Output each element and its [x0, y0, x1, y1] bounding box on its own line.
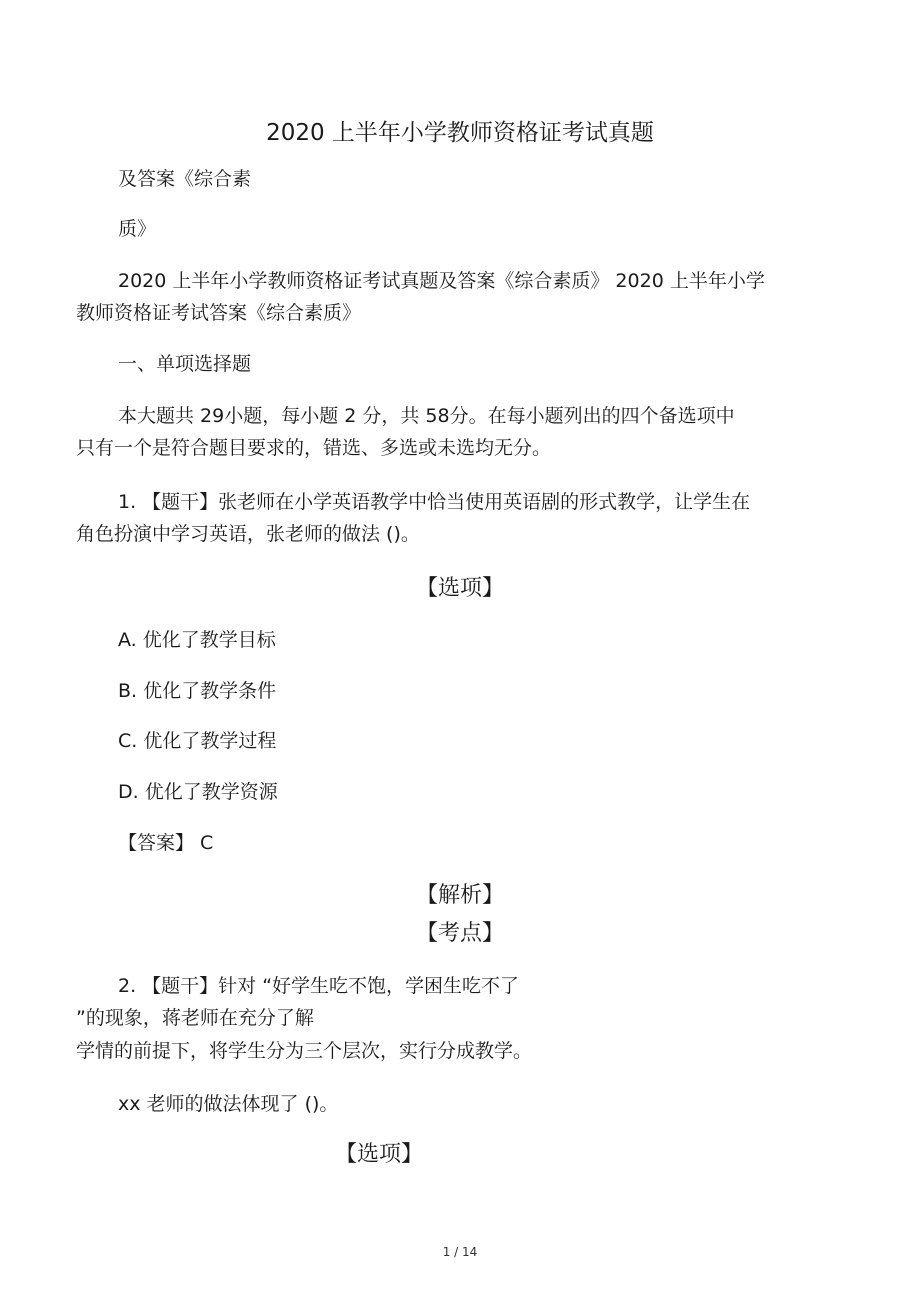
question-1-stem-line-2: 角色扮演中学习英语，张老师的做法 ()。 [76, 523, 420, 545]
question-1-option-c: C. 优化了教学过程 [118, 730, 277, 752]
instructions-line-2: 只有一个是符合题目要求的，错选、多选或未选均无分。 [76, 437, 552, 459]
question-2-stem-line-3: 学情的前提下，将学生分为三个层次，实行分成教学。 [76, 1040, 533, 1062]
question-1-option-d: D. 优化了教学资源 [118, 781, 278, 803]
question-2-stem-line-4: xx 老师的做法体现了 ()。 [118, 1093, 339, 1115]
question-2-stem-line-1: 2. 【题干】针对 “好学生吃不饱，学困生吃不了 [118, 975, 520, 997]
subtitle-line-2: 质》 [118, 218, 157, 240]
page-number: 1 / 14 [442, 1245, 478, 1259]
question-1-answer: 【答案】 C [118, 832, 214, 854]
document-title: 2020 上半年小学教师资格证考试真题 [266, 120, 654, 146]
question-1-option-b: B. 优化了教学条件 [118, 680, 277, 702]
question-1-analysis-heading: 【解析】 [415, 883, 504, 908]
question-1-keypoint-heading: 【考点】 [415, 921, 504, 946]
question-1-options-heading: 【选项】 [415, 576, 504, 601]
instructions-line-1: 本大题共 29小题，每小题 2 分，共 58分。在每小题列出的四个备选项中 [118, 405, 735, 427]
question-1-option-a: A. 优化了教学目标 [118, 629, 276, 651]
intro-line-2: 教师资格证考试答案《综合素质》 [76, 302, 362, 324]
intro-line-1: 2020 上半年小学教师资格证考试真题及答案《综合素质》 2020 上半年小学 [118, 270, 765, 292]
question-2-options-heading: 【选项】 [335, 1142, 424, 1167]
section-heading: 一、单项选择题 [118, 353, 252, 375]
question-2-stem-line-2: ”的现象，蒋老师在充分了解 [76, 1007, 314, 1029]
subtitle-line-1: 及答案《综合素 [118, 168, 252, 190]
question-1-stem-line-1: 1. 【题干】张老师在小学英语教学中恰当使用英语剧的形式教学，让学生在 [118, 491, 751, 513]
